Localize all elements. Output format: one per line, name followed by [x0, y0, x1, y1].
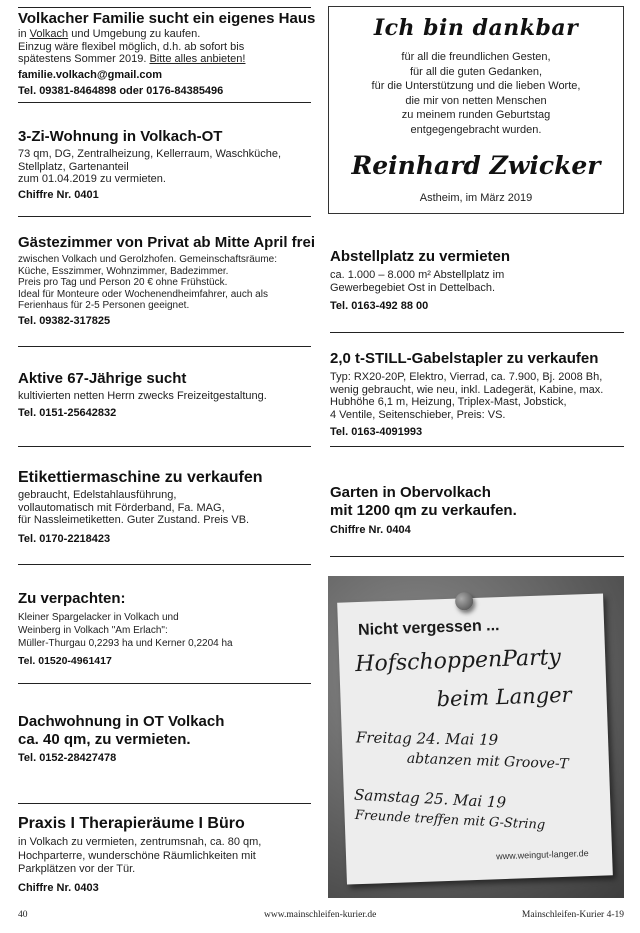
ad-attic-apartment: [18, 713, 318, 765]
ad-title: Dachwohnung in OT Volkach: [18, 713, 225, 730]
poster-act-2: Freunde treffen mit G-String: [354, 807, 546, 833]
divider: [18, 803, 311, 804]
ad-text: Gewerbegebiet Ost in Dettelbach.: [330, 281, 496, 294]
ad-active-67: [18, 370, 318, 420]
pin-icon: [455, 592, 474, 611]
ad-contact: Tel. 0163-4091993: [330, 426, 423, 438]
poster-event: HofschoppenParty: [354, 644, 562, 678]
divider: [330, 556, 624, 557]
ad-text-link: Bitte alles anbieten!: [149, 53, 246, 65]
notice-place-date: Astheim, im März 2019: [419, 192, 533, 204]
ad-text: [18, 53, 318, 66]
divider: [18, 102, 311, 103]
ad-text: 4 Ventile, Seitenschieber, Preis: VS.: [330, 408, 506, 421]
ad-contact: Tel. 0151-25642832: [18, 406, 117, 419]
divider: [18, 683, 311, 684]
divider: [330, 332, 624, 333]
ad-contact: Chiffre Nr. 0404: [330, 524, 411, 536]
notice-text: entgegengebracht wurden.: [410, 123, 542, 136]
ad-guest-room: [18, 234, 323, 328]
ad-contact: Tel. 0152-28427478: [18, 752, 117, 764]
ad-text: wenig gebraucht, wie neu, inkl. Ladegerät, Kabine, max.: [330, 383, 604, 396]
ad-contact: Tel. 0163-492 88 00: [330, 300, 429, 312]
ad-text: Preis pro Tag und Person 20 € ohne Frühstück.: [18, 277, 228, 288]
notice-text: für all die freundlichen Gesten,: [401, 51, 551, 63]
ad-parking-space: [330, 248, 630, 313]
poster-note: [337, 593, 613, 884]
ad-phone: Tel. 09381-8464898 oder 0176-84385496: [18, 84, 224, 97]
ad-contact: Tel. 01520-4961417: [18, 655, 112, 667]
ad-title: 2,0 t-STILL-Gabelstapler zu verkaufen: [330, 350, 599, 367]
ad-text: Parkplätzen vor der Tür.: [18, 863, 136, 875]
poster-act-1: abtanzen mit Groove-T: [406, 750, 569, 773]
ad-text-part: in: [18, 28, 30, 40]
ad-text: 73 qm, DG, Zentralheizung, Kellerraum, Waschküche,: [18, 148, 282, 160]
ad-text-link[interactable]: Volkach: [29, 28, 69, 40]
ad-title: 3-Zi-Wohnung in Volkach-OT: [18, 128, 223, 145]
ad-contact: Tel. 09382-317825: [18, 314, 111, 327]
footer-website[interactable]: www.mainschleifen-kurier.de: [264, 910, 377, 920]
notice-text: zu meinem runden Geburtstag: [401, 109, 551, 121]
ad-title: Gästezimmer von Privat ab Mitte April frei: [18, 234, 316, 251]
page-number: 40: [18, 910, 28, 920]
thank-you-notice: [328, 6, 624, 214]
ad-garden: [330, 484, 630, 537]
ad-title: Etikettiermaschine zu verkaufen: [18, 469, 263, 486]
ad-text-part: spätestens Sommer 2019.: [18, 53, 150, 65]
ad-text: Weinberg in Volkach "Am Erlach":: [18, 625, 168, 636]
notice-text: die mir von netten Menschen: [405, 94, 547, 107]
poster-url: www.weingut-langer.de: [495, 848, 589, 862]
ad-text: Stellplatz, Gartenanteil: [18, 160, 129, 173]
ad-title: Aktive 67-Jährige sucht: [18, 370, 187, 387]
ad-text: Typ: RX20-20P, Elektro, Vierrad, ca. 7.900, Bj. 2008 Bh,: [330, 371, 603, 383]
ad-title: ca. 40 qm, zu vermieten.: [18, 731, 191, 748]
footer-issue: Mainschleifen-Kurier 4-19: [521, 910, 624, 920]
ad-contact: Chiffre Nr. 0403: [18, 881, 99, 894]
ad-title: Praxis I Therapieräume I Büro: [18, 815, 245, 832]
poster-date-2: Samstag 25. Mai 19: [353, 785, 507, 812]
ad-title: Zu verpachten:: [18, 590, 126, 607]
ad-text: [18, 28, 318, 41]
ad-text: gebraucht, Edelstahlausführung,: [18, 489, 177, 501]
poster-host: beim Langer: [436, 682, 573, 712]
ad-text: in Volkach zu vermieten, zentrumsnah, ca. 80 qm,: [18, 836, 262, 848]
ad-title: Garten in Obervolkach: [330, 484, 491, 501]
divider: [330, 446, 624, 447]
ad-text: zwischen Volkach und Gerolzhofen. Gemeinschaftsräume:: [18, 254, 278, 265]
ad-forklift: [330, 350, 630, 439]
ad-labeling-machine: [18, 468, 318, 546]
notice-title: Ich bin dankbar: [373, 15, 579, 41]
poster-headline: Nicht vergessen ...: [357, 617, 500, 640]
notice-text: für all die guten Gedanken,: [409, 65, 543, 78]
ad-email[interactable]: familie.volkach@gmail.com: [18, 68, 162, 81]
divider: [18, 7, 311, 8]
ad-title: Abstellplatz zu vermieten: [330, 248, 511, 265]
ad-apartment-3-rooms: [18, 128, 318, 202]
ad-text: kultivierten netten Herrn zwecks Freizeitgestaltung.: [18, 390, 267, 402]
ad-text: zum 01.04.2019 zu vermieten.: [18, 173, 166, 185]
ad-text: Ferienhaus für 2-5 Personen geeignet.: [18, 300, 190, 311]
ad-text: Kleiner Spargelacker in Volkach und: [18, 612, 179, 623]
ad-lease: [18, 590, 318, 668]
divider: [18, 564, 311, 565]
ad-text: Ideal für Monteure oder Wochenendheimfahrer, auch als: [18, 288, 268, 300]
ad-contact: Tel. 0170-2218423: [18, 532, 111, 545]
ad-text: ca. 1.000 – 8.000 m² Abstellplatz im: [330, 269, 505, 281]
ad-title: Volkacher Familie sucht ein eigenes Haus: [18, 10, 316, 27]
ad-text: für Nassleimetiketten. Guter Zustand. Preis VB.: [18, 514, 250, 526]
ad-text: Einzug wäre flexibel möglich, d.h. ab sofort bis: [18, 40, 245, 53]
party-poster: [328, 576, 624, 898]
poster-date-1: Freitag 24. Mai 19: [355, 728, 499, 749]
divider: [18, 216, 311, 217]
ad-contact: Chiffre Nr. 0401: [18, 188, 99, 201]
ad-text: Küche, Esszimmer, Wohnzimmer, Badezimmer.: [18, 265, 229, 277]
ad-text: vollautomatisch mit Förderband, Fa. MAG,: [18, 501, 225, 514]
notice-text: für die Unterstützung und die lieben Worte,: [371, 80, 581, 92]
notice-signature: Reinhard Zwicker: [351, 151, 601, 180]
ad-text: Hubhöhe 6,1 m, Heizung, Triplex-Mast, Jobstick,: [330, 396, 567, 408]
ad-text-part: und Umgebung zu kaufen.: [68, 28, 201, 40]
ad-practice-rooms: [18, 814, 318, 895]
divider: [18, 346, 311, 347]
ad-title: mit 1200 qm zu verkaufen.: [330, 502, 517, 519]
ad-family-house: [18, 10, 318, 98]
divider: [18, 446, 311, 447]
ad-text: Müller-Thurgau 0,2293 ha und Kerner 0,2204 ha: [18, 638, 233, 649]
ad-text: Hochparterre, wunderschöne Räumlichkeiten mit: [18, 849, 256, 862]
